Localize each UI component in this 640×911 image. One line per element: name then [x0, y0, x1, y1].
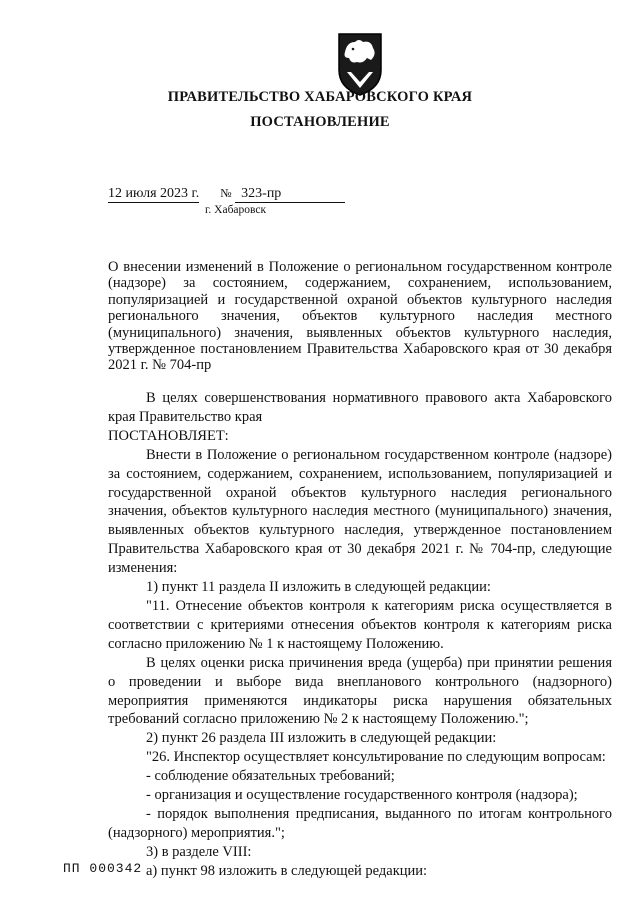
khabarovsk-coat-of-arms-icon — [333, 28, 387, 98]
document-number: 323-пр — [241, 186, 282, 201]
document-subject: О внесении изменений в Положение о региональном государственном контроле (надзоре) за состоянием, содержанием, сохранением, использованием, популяризацией и государственной охраной объектов культурного наследия регионального значения, объектов культурного наследия местного (муниципального) значения, выявленных объектов культурного наследия, утвержденное постановлением Правительства Хабаровского края от 30 декабря 2021 г. № 704-пр — [108, 259, 612, 374]
item-2-bullet-1: - соблюдение обязательных требований; — [146, 768, 395, 785]
government-title: ПРАВИТЕЛЬСТВО ХАБАРОВСКОГО КРАЯ — [167, 89, 473, 105]
document-body — [108, 389, 612, 881]
city: г. Хабаровск — [205, 204, 267, 216]
resolves-heading: ПОСТАНОВЛЯЕТ: — [108, 427, 229, 444]
item-1: 1) пункт 11 раздела II изложить в следующей редакции: — [146, 579, 491, 596]
document-type: ПОСТАНОВЛЕНИЕ — [250, 114, 390, 130]
item-2: 2) пункт 26 раздела III изложить в следующей редакции: — [146, 730, 497, 747]
item-3-a: а) пункт 98 изложить в следующей редакции: — [146, 862, 428, 879]
item-2-bullet-3: - порядок выполнения предписания, выданного по итогам контрольного (надзорного) мероприятия."; — [108, 805, 612, 841]
date-number-line — [108, 186, 345, 203]
main-paragraph: Внести в Положение о региональном государственном контроле (надзоре) за состоянием, содержанием, сохранением, использованием, популяризацией и государственной охраной объектов культурного наследия регионального значения, объектов культурного наследия местного (муниципального) значения, выявленных объектов культурного наследия, утвержденное постановлением Правительства Хабаровского края от 30 декабря 2021 г. № 704-пр, следующие изменения: — [108, 446, 612, 577]
item-1-text-b: В целях оценки риска причинения вреда (ущерба) при принятии решения о проведении и выборе вида внепланового контрольного (надзорного) мероприятия применяются индикаторы риска нарушения обязательных требований согласно приложению № 2 к настоящему Положению."; — [108, 654, 612, 728]
form-serial-number: ПП 000342 — [63, 861, 143, 876]
item-2-bullet-2: - организация и осуществление государственного контроля (надзора); — [146, 787, 578, 804]
document-date: 12 июля 2023 г. — [108, 186, 200, 201]
item-2-text: "26. Инспектор осуществляет консультирование по следующим вопросам: — [146, 749, 606, 766]
item-3: 3) в разделе VIII: — [146, 843, 252, 860]
item-1-text-a: "11. Отнесение объектов контроля к категориям риска осуществляется в соответствии с критериями отнесения объектов контроля к категориям риска согласно приложению № 1 к настоящему Положению. — [108, 597, 612, 652]
intro-paragraph: В целях совершенствования нормативного правового акта Хабаровского края Правительство края — [108, 390, 612, 425]
number-sign: № — [220, 186, 232, 200]
